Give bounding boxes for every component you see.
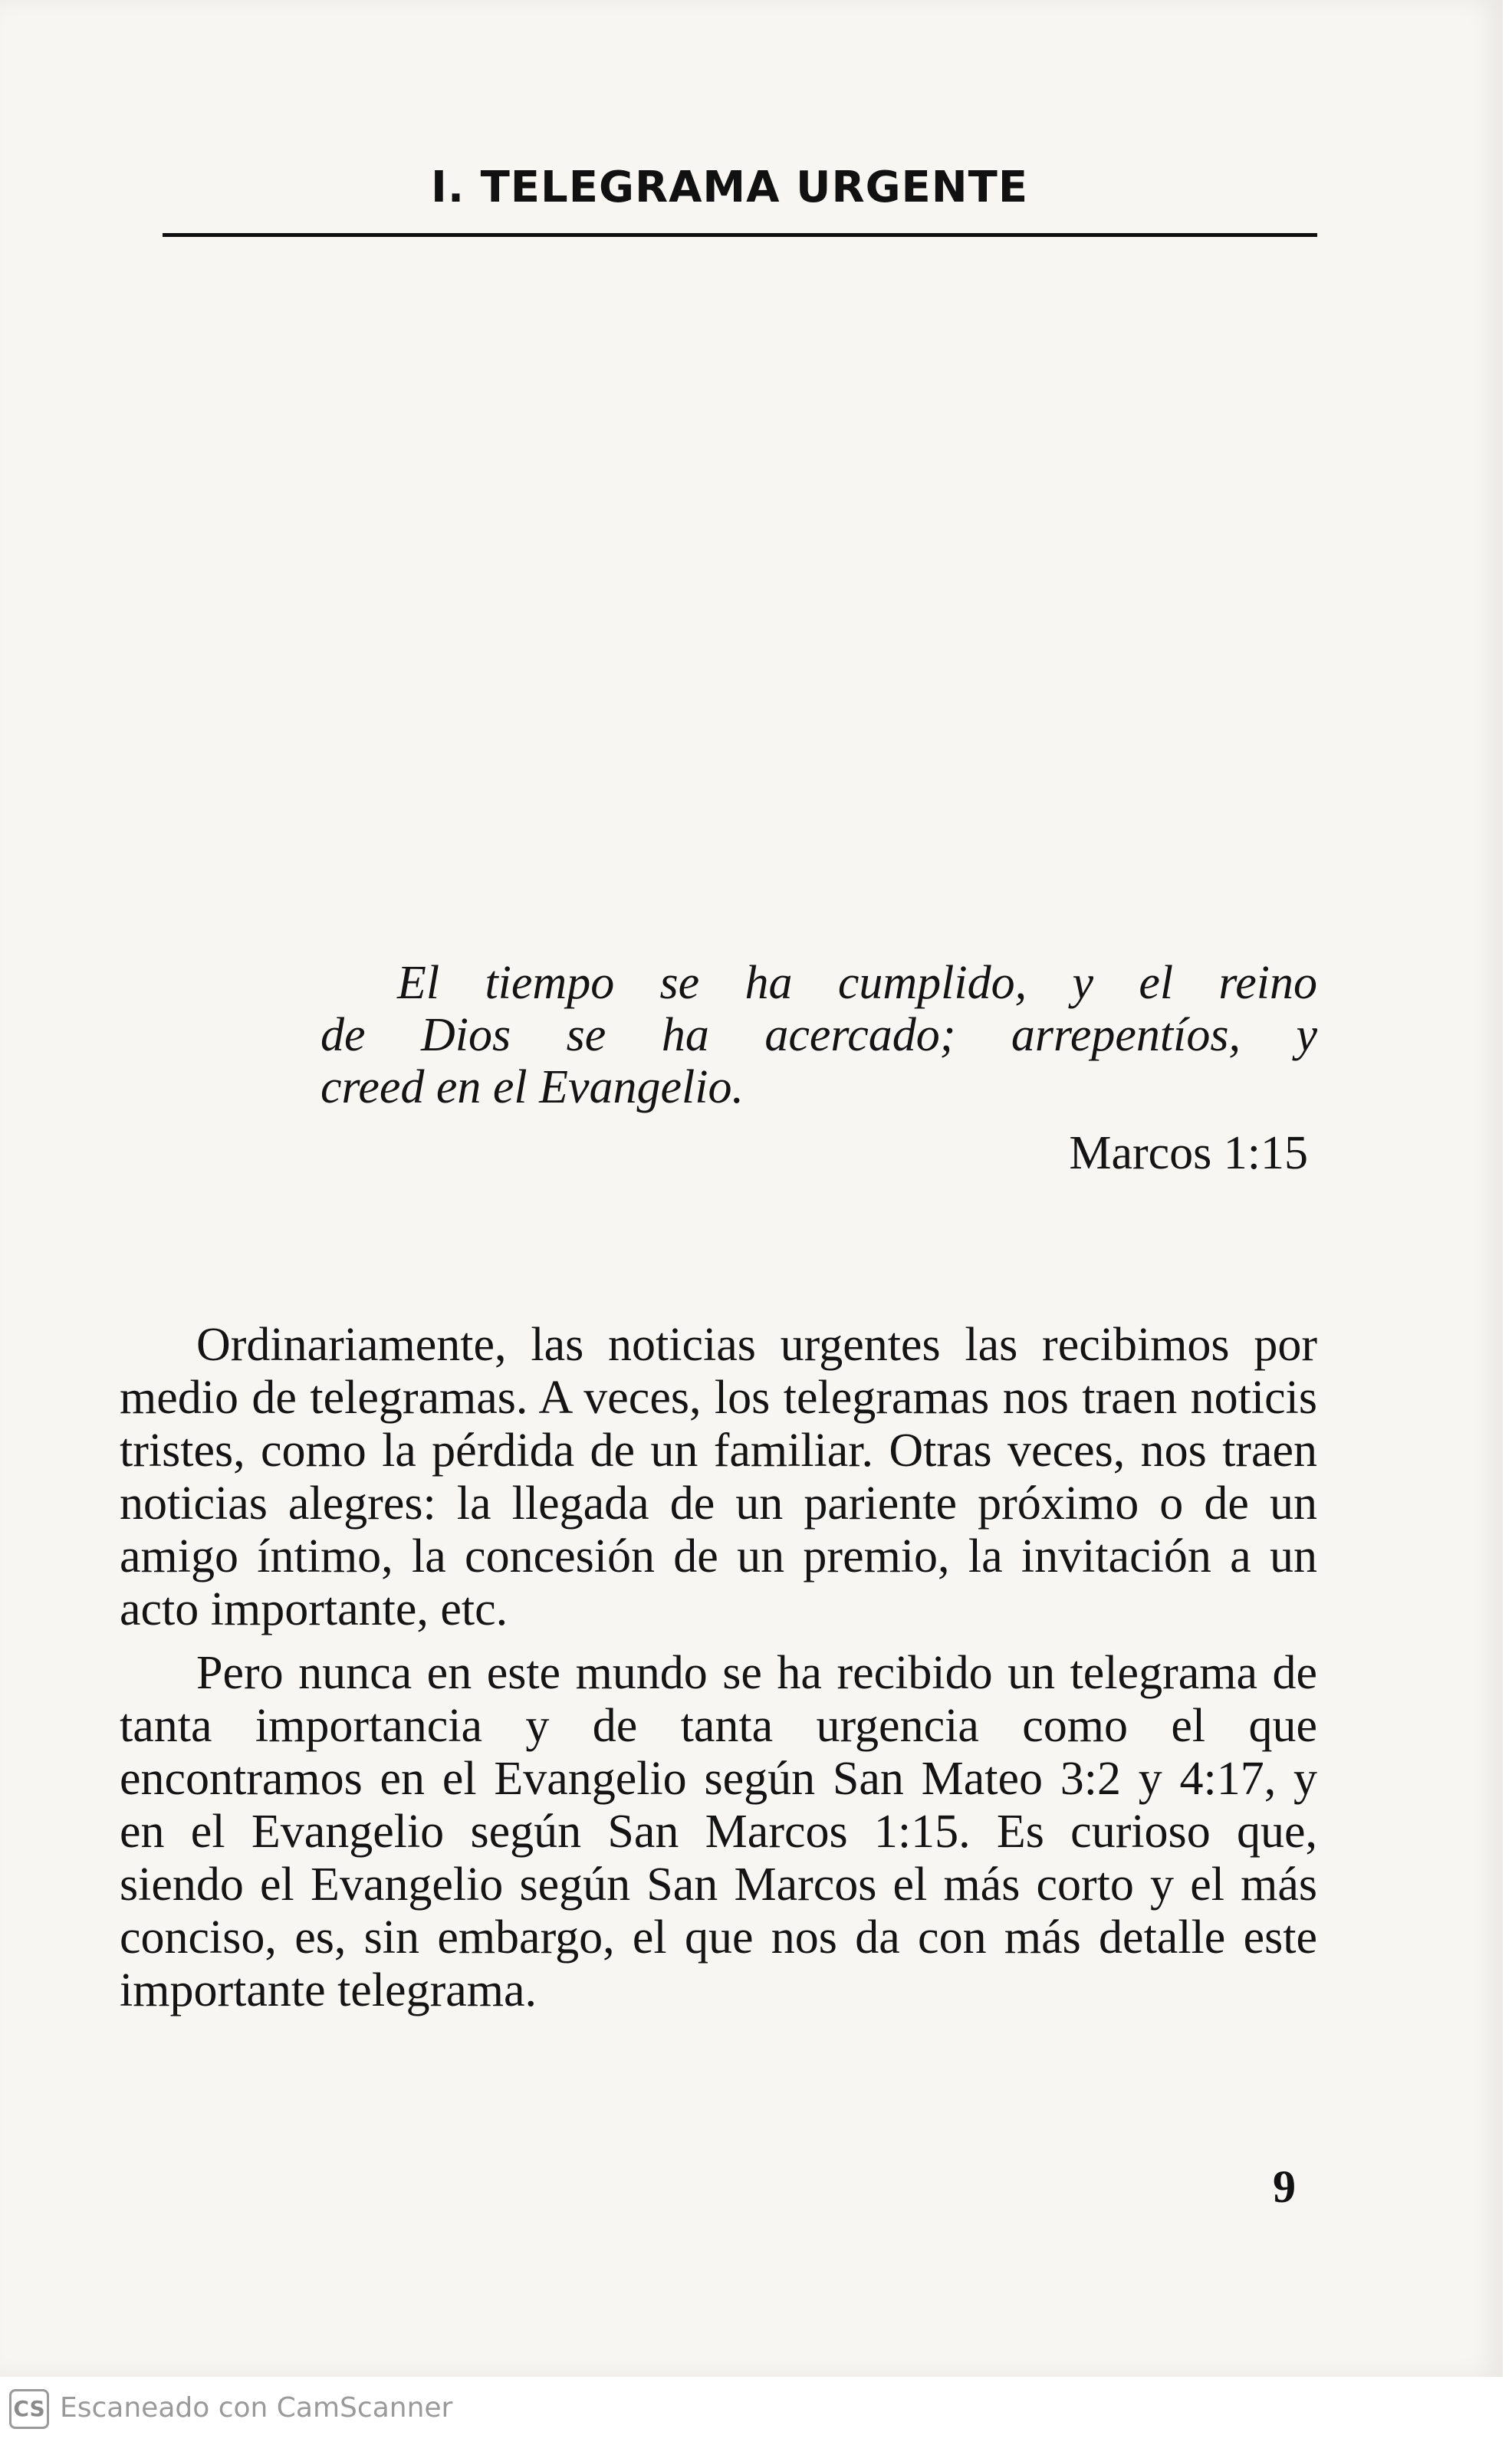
body-paragraph: Pero nunca en este mundo se ha recibido un telegrama de tanta importancia y de tanta urgencia como el que encontramos en el Evangelio según San Mateo 3:2 y 4:17, y en el Evangelio según San Marcos 1:15. Es curioso que, siendo el Evangelio según San Marcos el más corto y el más conciso, es, sin embargo, el que nos da con más detalle este importante telegrama. [120,1647,1317,2016]
quote-line: de Dios se ha acercado; arrepentíos, y [320,1009,1317,1061]
epigraph-quote [320,957,1317,1113]
scanner-watermark-text: Escaneado con CamScanner [60,2392,453,2424]
body-paragraph: Ordinariamente, las noticias urgentes las recibimos por medio de telegramas. A veces, los telegramas nos traen noticis tristes, como la pérdida de un familiar. Otras veces, nos traen noticias alegres: la llegada de un pariente próximo o de un amigo íntimo, la concesión de un premio, la invitación a un acto importante, etc. [120,1319,1317,1635]
chapter-heading: I. TELEGRAMA URGENTE [431,163,1029,212]
camscanner-logo-icon: CS [9,2389,49,2429]
body-text [120,1319,1317,2017]
quote-reference: Marcos 1:15 [1069,1127,1308,1179]
quote-line: El tiempo se ha cumplido, y el reino [397,957,1317,1009]
quote-line: creed en el Evangelio. [320,1061,744,1113]
page-number: 9 [1273,2161,1296,2212]
chapter-heading-rule [163,159,1317,237]
scanner-footer [0,2377,1512,2442]
